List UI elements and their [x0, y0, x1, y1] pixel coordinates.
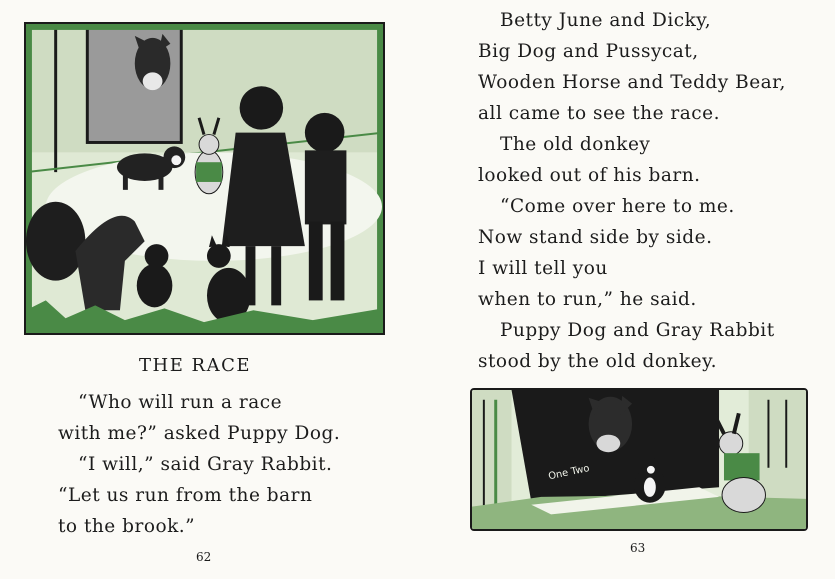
text-line: Puppy Dog and Gray Rabbit [500, 320, 775, 341]
text-line: looked out of his barn. [478, 165, 701, 186]
one-two-ground-text: One Two [547, 463, 591, 483]
text-line: “Let us run from the barn [58, 485, 313, 506]
text-line: I will tell you [478, 258, 608, 279]
text-line: stood by the old donkey. [478, 351, 717, 372]
text-line: Now stand side by side. [478, 227, 713, 248]
text-line: The old donkey [500, 134, 651, 155]
right-page [418, 0, 835, 579]
text-line: Wooden Horse and Teddy Bear, [478, 72, 786, 93]
text-line: to the brook.” [58, 516, 196, 537]
text-line: all came to see the race. [478, 103, 720, 124]
page-number: 62 [196, 550, 212, 564]
text-line: Betty June and Dicky, [500, 10, 712, 31]
page-number: 63 [630, 541, 646, 555]
story-title: THE RACE [138, 355, 252, 376]
barn-scene-drawing [26, 24, 383, 333]
text-line: “Come over here to me. [500, 196, 735, 217]
text-line: Big Dog and Pussycat, [478, 41, 699, 62]
text-line: “I will,” said Gray Rabbit. [78, 454, 333, 475]
race-illustration-children-and-animals [24, 22, 385, 335]
barn-door-drawing [472, 390, 806, 529]
text-line: when to run,” he said. [478, 289, 697, 310]
donkey-dog-rabbit-illustration [470, 388, 808, 531]
text-line: with me?” asked Puppy Dog. [58, 423, 341, 444]
text-line: “Who will run a race [78, 392, 283, 413]
